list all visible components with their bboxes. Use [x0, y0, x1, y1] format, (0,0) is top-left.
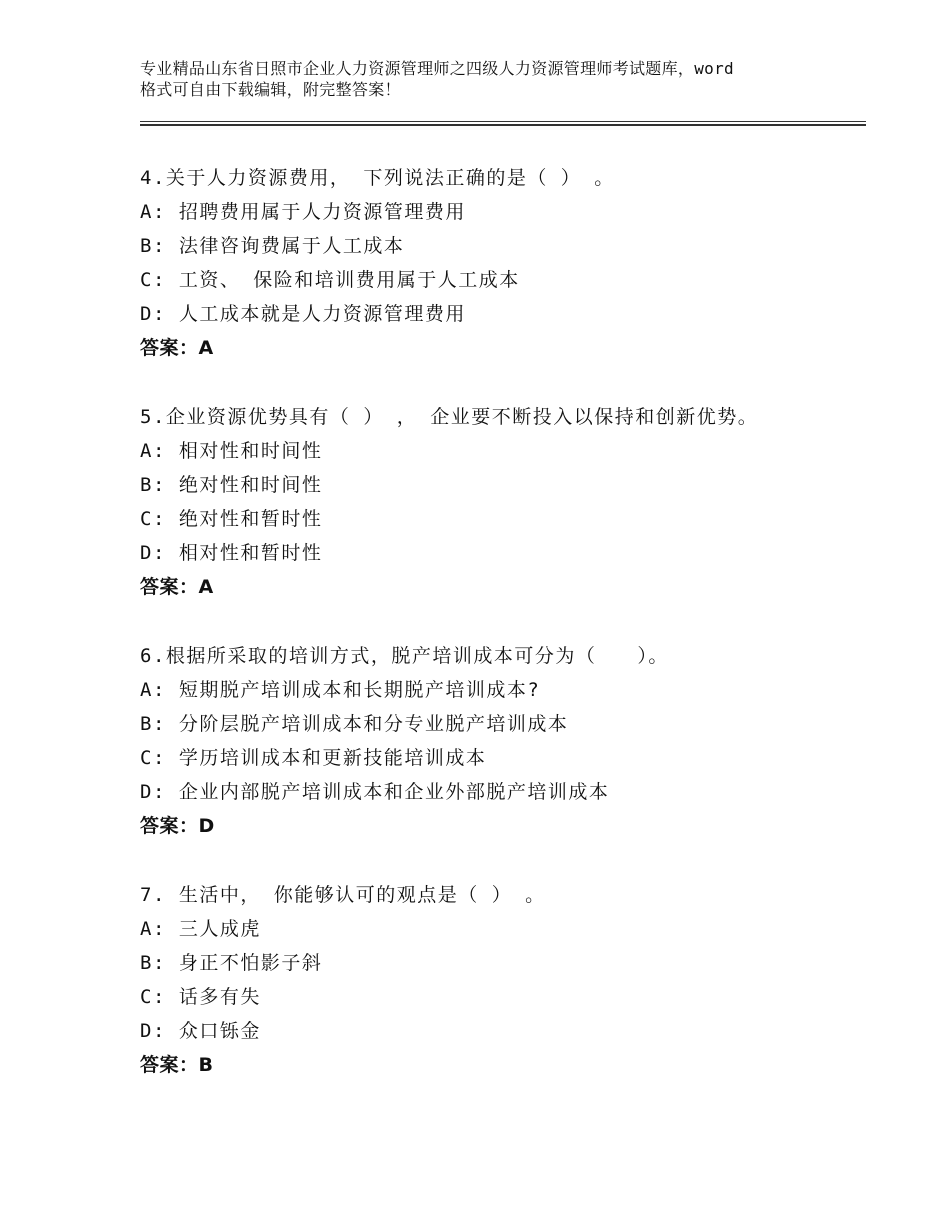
- question-6: [140, 639, 860, 843]
- option-b: B: 分阶层脱产培训成本和分专业脱产培训成本: [140, 713, 569, 735]
- header-line-1: 专业精品山东省日照市企业人力资源管理师之四级人力资源管理师考试题库，word: [140, 59, 734, 78]
- option-d: D: 相对性和暂时性: [140, 542, 323, 564]
- option-a: A: 短期脱产培训成本和长期脱产培训成本?: [140, 679, 541, 701]
- question-text: 4.关于人力资源费用， 下列说法正确的是（ ） 。: [140, 167, 615, 189]
- option-b: B: 绝对性和时间性: [140, 474, 323, 496]
- question-7: [140, 878, 860, 1082]
- option-a: A: 三人成虎: [140, 918, 261, 940]
- option-d: D: 人工成本就是人力资源管理费用: [140, 303, 466, 325]
- option-c: C: 学历培训成本和更新技能培训成本: [140, 747, 487, 769]
- answer-label: 答案：A: [140, 576, 214, 598]
- option-c: C: 话多有失: [140, 986, 261, 1008]
- answer-label: 答案：A: [140, 337, 214, 359]
- header-divider-thick: [140, 124, 866, 126]
- question-text: 5.企业资源优势具有（ ） ， 企业要不断投入以保持和创新优势。: [140, 406, 759, 428]
- option-c: C: 绝对性和暂时性: [140, 508, 323, 530]
- option-c: C: 工资、 保险和培训费用属于人工成本: [140, 269, 520, 291]
- question-5: [140, 400, 860, 604]
- question-text: 6.根据所采取的培训方式，脱产培训成本可分为（ ）。: [140, 645, 669, 667]
- option-a: A: 相对性和时间性: [140, 440, 323, 462]
- option-a: A: 招聘费用属于人力资源管理费用: [140, 201, 466, 223]
- option-b: B: 身正不怕影子斜: [140, 952, 323, 974]
- option-b: B: 法律咨询费属于人工成本: [140, 235, 405, 257]
- document-header: [140, 58, 830, 100]
- option-d: D: 众口铄金: [140, 1020, 261, 1042]
- question-4: [140, 161, 860, 365]
- option-d: D: 企业内部脱产培训成本和企业外部脱产培训成本: [140, 781, 610, 803]
- answer-label: 答案：D: [140, 815, 215, 837]
- header-divider-thin: [140, 121, 866, 122]
- header-line-2: 格式可自由下载编辑，附完整答案！: [140, 80, 401, 99]
- question-text: 7. 生活中， 你能够认可的观点是（ ） 。: [140, 884, 546, 906]
- answer-label: 答案：B: [140, 1054, 214, 1076]
